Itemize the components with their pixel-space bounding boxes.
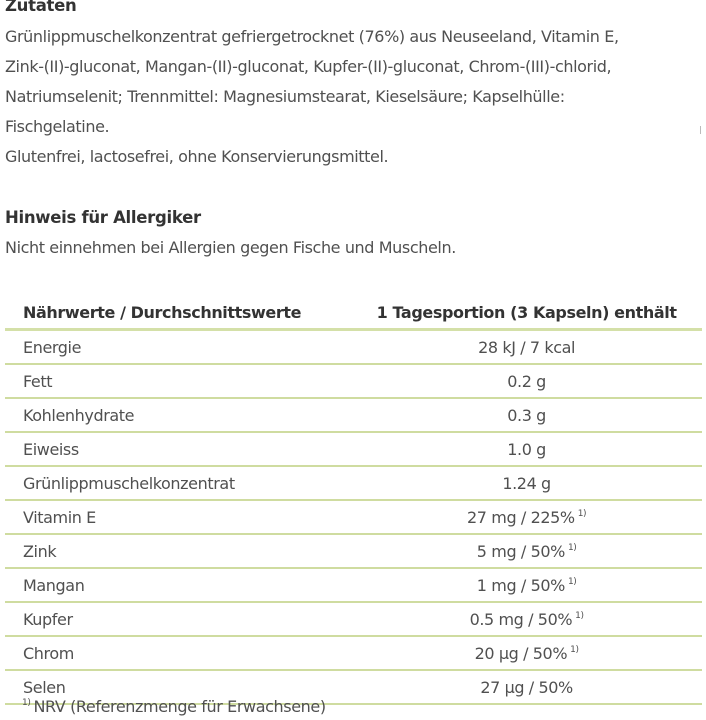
nutrient-value-cell [351,500,702,534]
table-row [5,568,702,602]
nutrient-value-cell [351,466,702,500]
ingredients-line: Grünlippmuschelkonzentrat gefriergetrocknet (76%) aus Neuseeland, Vitamin E, [5,27,619,46]
nutrient-value: 5 mg / 50% [476,541,565,561]
nutrient-name: Eiweiss [5,432,351,466]
table-row [5,398,702,432]
table-header-row [5,297,702,330]
footnote-reference: 1) [567,542,577,553]
nutrient-value: 0.3 g [507,405,546,425]
header-daily-portion: 1 Tagesportion (3 Kapseln) enthält [351,297,702,330]
footnote-reference: 1) [570,644,579,655]
nutrient-name: Fett [5,364,351,398]
ingredients-line: Fischgelatine. [5,117,110,136]
nutrient-name: Grünlippmuschelkonzentrat [5,466,351,500]
nutrient-value: 0.5 mg / 50% [469,609,573,629]
nutrient-value: 27 µg / 50% [480,677,573,697]
table-row [5,364,702,398]
footnote-reference: 1) [575,610,584,621]
ingredients-line: Glutenfrei, lactosefrei, ohne Konservierungsmittel. [5,147,389,166]
ingredients-line: Natriumselenit; Trennmittel: Magnesiumstearat, Kieselsäure; Kapselhülle: [5,87,565,106]
text-cursor-mark [700,126,701,134]
nutrient-name: Vitamin E [5,500,351,534]
ingredients-line: Zink-(II)-gluconat, Mangan-(II)-gluconat, Kupfer-(II)-gluconat, Chrom-(III)-chlorid, [5,57,612,76]
table-row [5,432,702,466]
nutrient-value-cell [351,534,702,568]
nutrient-value: 27 mg / 225% [467,507,575,527]
nutrient-value-cell [351,432,702,466]
nutrient-name: Energie [5,330,351,365]
nutrition-table [5,297,702,705]
nutrient-name: Chrom [5,636,351,670]
nutrient-value: 1 mg / 50% [476,575,565,595]
nutrient-value-cell [351,602,702,636]
nutrient-value: 20 µg / 50% [474,643,568,663]
nutrient-name: Kohlenhydrate [5,398,351,432]
nutrient-name: Kupfer [5,602,351,636]
nutrient-value-cell [351,398,702,432]
nutrient-name: Selen [5,670,351,704]
allergy-text: Nicht einnehmen bei Allergien gegen Fische und Muscheln. [5,238,456,257]
allergy-heading: Hinweis für Allergiker [5,208,201,227]
nutrient-name: Zink [5,534,351,568]
nutrient-value-cell [351,568,702,602]
nutrient-value: 0.2 g [507,371,546,391]
table-row [5,602,702,636]
table-row [5,466,702,500]
nutrient-value: 1.24 g [502,473,551,493]
footnote-marker: 1) [22,698,31,708]
nutrient-value-cell [351,636,702,670]
nutrient-value: 28 kJ / 7 kcal [478,337,576,357]
table-row [5,330,702,365]
header-nutrient: Nährwerte / Durchschnittswerte [5,297,351,330]
nutrient-value: 1.0 g [507,439,546,459]
nutrient-name: Mangan [5,568,351,602]
table-row [5,534,702,568]
footnote-reference: 1) [577,508,587,519]
nutrient-value-cell [351,364,702,398]
footnote-text: NRV (Referenzmenge für Erwachsene) [33,697,326,716]
ingredients-heading: Zutaten [5,0,77,15]
nutrient-value-cell [351,330,702,365]
table-row [5,636,702,670]
table-row [5,500,702,534]
footnote-reference: 1) [567,576,577,587]
footnote [22,697,326,716]
nutrient-value-cell [351,670,702,704]
